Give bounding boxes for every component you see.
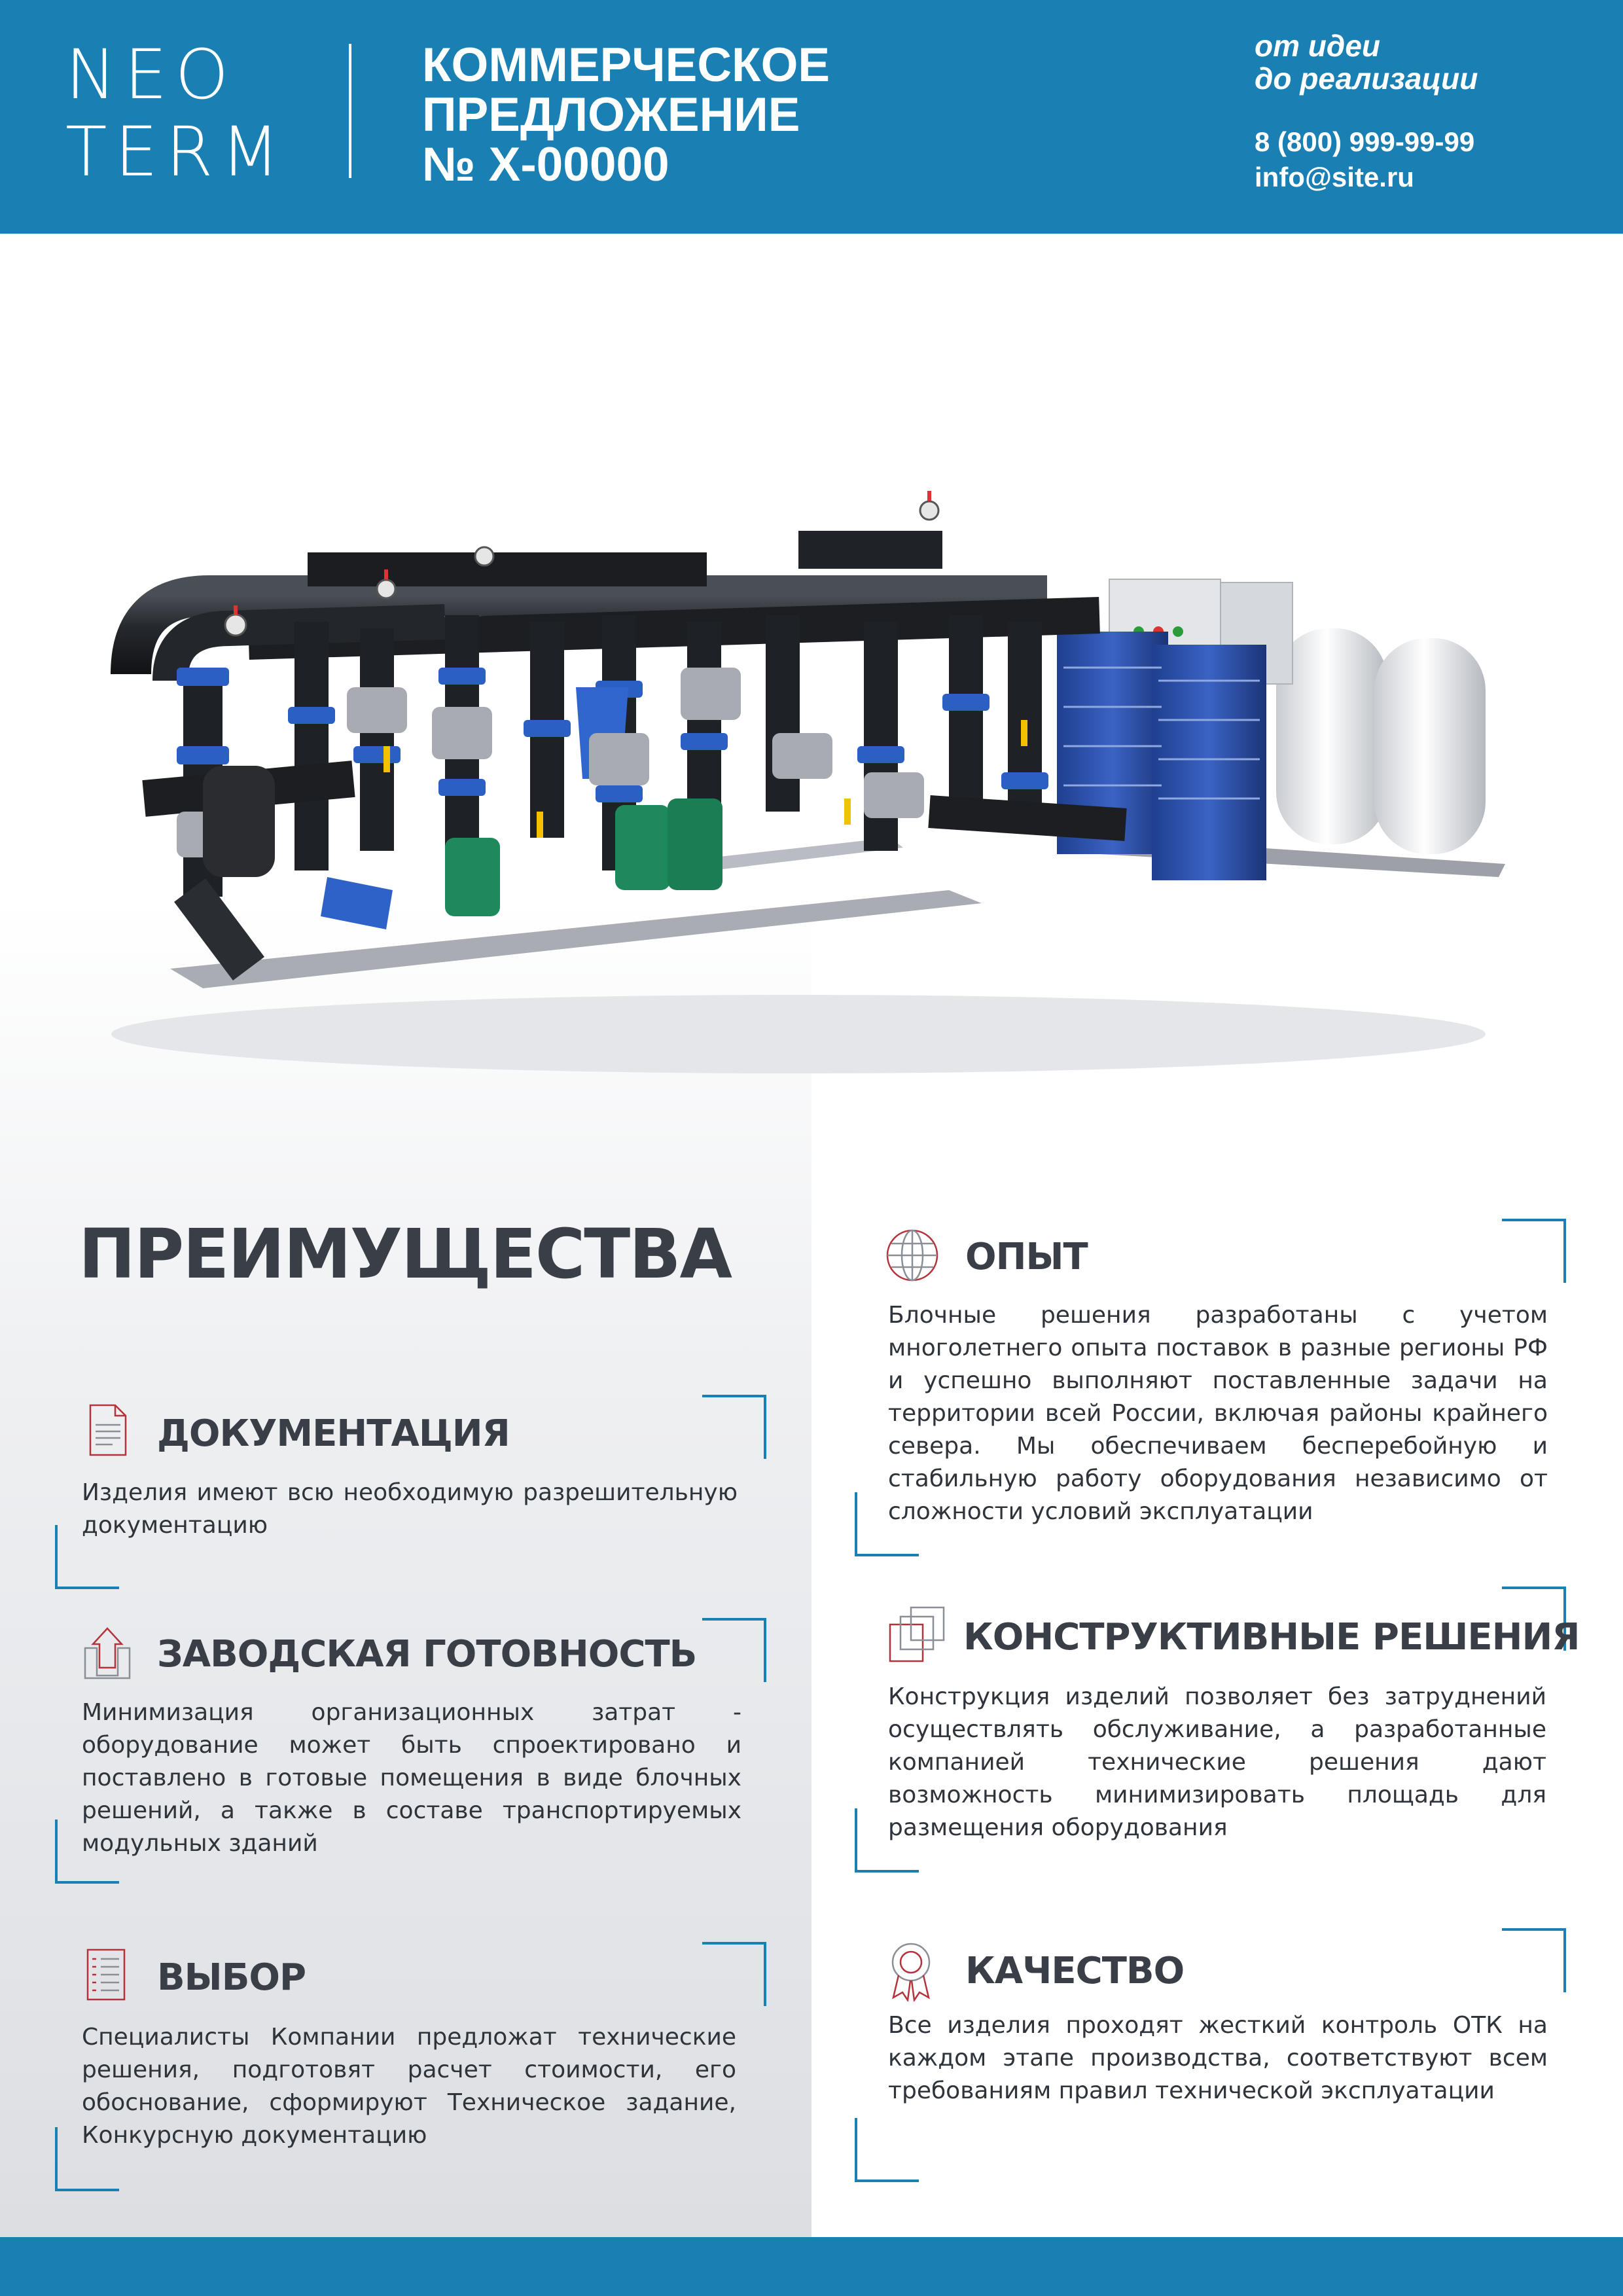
company-logo: [65, 35, 288, 192]
box-upload-icon: [81, 1624, 130, 1679]
advantages-heading: ПРЕИМУЩЕСТВА: [79, 1214, 731, 1294]
corner-bracket-top-right: [1502, 1219, 1566, 1283]
logo-line-term: TERM: [65, 112, 288, 192]
equipment-illustration: [79, 471, 1558, 1100]
document-title: [422, 41, 880, 190]
corner-bracket-bottom-left: [55, 1525, 119, 1589]
title-line-1: КОММЕРЧЕСКОЕ: [422, 39, 830, 92]
globe-icon-svg: [885, 1228, 940, 1283]
choice-text: Специалисты Компании предложат технические решения, подготовят расчет стоимости, его обоснование, сформируют Техническое задание, Конкурсную документацию: [82, 2024, 736, 2149]
email-address[interactable]: info@site.ru: [1255, 162, 1414, 192]
corner-bracket-top-right: [702, 1942, 766, 2006]
choice-title: ВЫБОР: [157, 1956, 306, 1999]
tagline: [1255, 29, 1478, 95]
corner-bracket-top-right: [702, 1395, 766, 1459]
award-ribbon-icon-svg: [887, 1941, 935, 2001]
document-icon-svg: [84, 1403, 132, 1458]
quality-text: Все изделия проходят жесткий контроль ОТК на каждом этапе производства, соответствуют всем требованиям правил технической эксплуатации: [888, 2012, 1548, 2104]
globe-icon: [885, 1228, 933, 1283]
logo-line-neo: NEO: [65, 35, 237, 115]
factory-readiness-text: Минимизация организационных затрат - оборудование может быть спроектировано и поставлено в готовые помещения в виде блочных решений, а также в составе транспортируемых модульных зданий: [82, 1699, 741, 1857]
design-solutions-title: КОНСТРУКТИВНЫЕ РЕШЕНИЯ: [963, 1616, 1580, 1659]
documentation-text: Изделия имеют всю необходимую разрешительную документацию: [82, 1479, 738, 1539]
footer-bar: [0, 2237, 1623, 2296]
layers-icon-svg: [887, 1605, 946, 1664]
title-line-3: № Х-00000: [422, 138, 669, 191]
tagline-line-2: до реализации: [1255, 62, 1478, 96]
corner-bracket-top-right: [1502, 1928, 1566, 1992]
box-upload-icon-svg: [81, 1624, 134, 1679]
design-solutions-text: Конструкция изделий позволяет без затруднений осуществлять обслуживание, а разработанные компанией технические решения дают возможность минимизировать площадь для размещения оборудования: [888, 1683, 1546, 1841]
contacts: [1255, 124, 1474, 195]
document-icon: [84, 1403, 132, 1458]
quality-title: КАЧЕСТВО: [965, 1950, 1185, 1992]
documentation-title: ДОКУМЕНТАЦИЯ: [157, 1412, 510, 1455]
experience-title: ОПЫТ: [965, 1236, 1088, 1278]
corner-bracket-bottom-left: [855, 1808, 919, 1873]
heating-unit-drawing: [79, 471, 1558, 1100]
corner-bracket-bottom-left: [55, 1820, 119, 1884]
tagline-line-1: от идеи: [1255, 29, 1380, 63]
checklist-icon-svg: [84, 1947, 132, 2002]
title-line-2: ПРЕДЛОЖЕНИЕ: [422, 88, 800, 141]
corner-bracket-bottom-left: [55, 2127, 119, 2191]
factory-readiness-title: ЗАВОДСКАЯ ГОТОВНОСТЬ: [157, 1633, 697, 1676]
header-divider: [349, 44, 351, 178]
corner-bracket-bottom-left: [855, 2118, 919, 2182]
layers-icon: [887, 1605, 936, 1660]
corner-bracket-top-right: [702, 1618, 766, 1682]
checklist-icon: [84, 1947, 132, 2002]
phone-number[interactable]: 8 (800) 999-99-99: [1255, 126, 1475, 157]
experience-text: Блочные решения разработаны с учетом многолетнего опыта поставок в разные регионы РФ и успешно выполняют поставленные задачи на территории всей России, включая районы крайнего севера. Мы обеспечиваем бесперебойную и стабильную работу оборудования независимо от сложности условий эксплуатации: [888, 1302, 1548, 1525]
award-ribbon-icon: [887, 1941, 935, 1996]
corner-bracket-bottom-left: [855, 1492, 919, 1556]
header-bar: [0, 0, 1623, 234]
